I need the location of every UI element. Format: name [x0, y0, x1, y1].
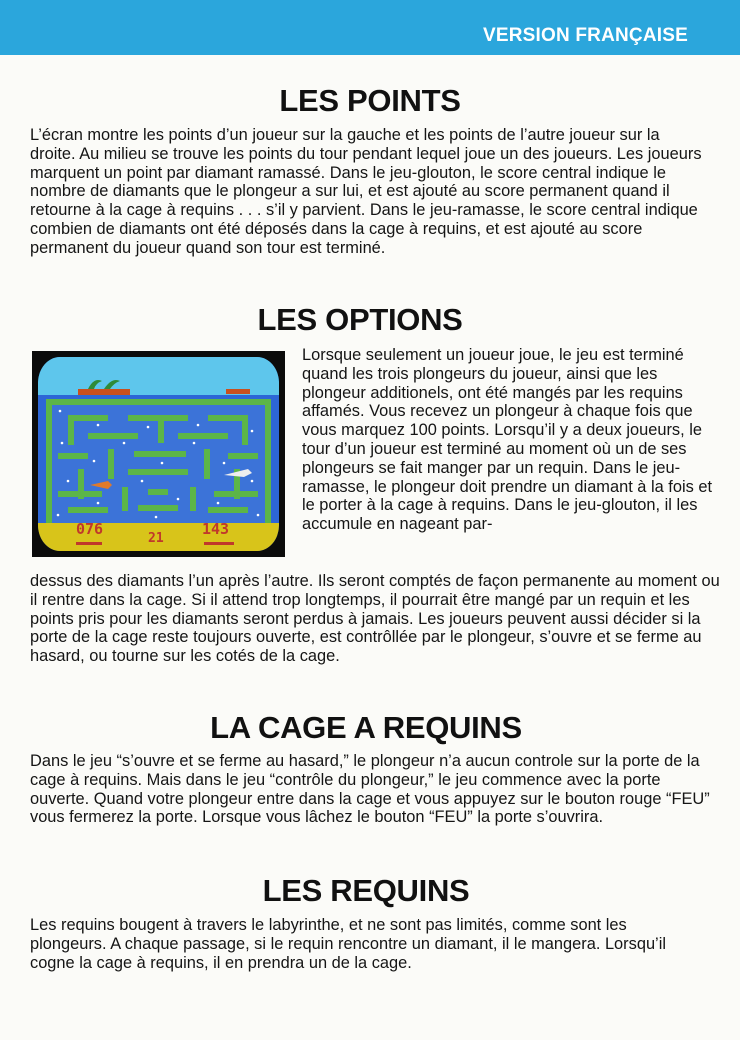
version-label: VERSION FRANÇAISE: [482, 25, 688, 46]
score-center: 21: [148, 531, 164, 546]
lives-marker-left: [76, 542, 102, 545]
requins-paragraph: Les requins bougent à travers le labyrinthe, et ne sont pas limités, comme sont les plongeurs. A chaque passage, si le requin rencontre un diamant, il le mangera. Lorsqu’il cogne la cage à requins, il en prendra un de la cage.: [30, 916, 666, 972]
section-title-cage: LA CAGE A REQUINS: [210, 710, 522, 745]
island-shape: [78, 389, 130, 395]
palm-tree-icon: [104, 380, 120, 389]
score-right: 143: [202, 520, 230, 538]
score-left: 076: [76, 520, 104, 538]
section-title-requins: LES REQUINS: [262, 873, 470, 908]
section-title-points: LES POINTS: [279, 83, 461, 118]
points-paragraph: L’écran montre les points d’un joueur sur la gauche et les points de l’autre joueur sur la droite. Au milieu se trouve les points du tour pendant lequel joue un des joueurs. Les joueurs marquent un point par diamant ramassé. Dans le jeu-glouton, le score central indique le nombre de diamants que le plongeur a sur lui, et est ajouté au score permanent quand il retourne à la cage à requins . . . s’il y parvient. Dans le jeu-ramasse, le score central indique combien de diamants ont été déposés dans la cage à requins, et est ajouté au score permanent du joueur quand son tour est terminé.: [30, 126, 702, 257]
lives-marker-right: [204, 542, 234, 545]
palm-tree-icon: [88, 380, 102, 389]
boat-icon: [226, 389, 250, 394]
options-paragraph-2: dessus des diamants l’un après l’autre. Ils seront comptés de façon permanente au moment ou il rentre dans la cage. Si il attend trop longtemps, il pourrait être mangé par un requin et les points pris pour les diamants seront perdus à jamais. Les joueurs peuvent aussi décider si la porte de la cage reste toujours ouverte, est contrôllée par le plongeur, s’ouvre et se ferme au hasard, ou tourne sur les cotés de la cage.: [30, 572, 720, 666]
header-banner: [0, 0, 740, 55]
section-title-options: LES OPTIONS: [257, 302, 463, 337]
cage-paragraph: Dans le jeu “s’ouvre et se ferme au hasard,” le plongeur n’a aucun controle sur la porte de la cage à requins. Mais dans le jeu “contrôle du plongeur,” le jeu commence avec la porte ouverte. Quand votre plongeur entre dans la cage et vous appuyez sur le bouton rouge “FEU” vous fermerez la porte. Lorsque vous lâchez le bouton “FEU” la porte s’ouvrira.: [30, 752, 710, 827]
options-paragraph-1: Lorsque seulement un joueur joue, le jeu est terminé quand les trois plongeurs du joueur, ainsi que les plongeur additionels, ont été mangés par les requins affamés. Vous recevez un plongeur à chaque fois que vous marquez 100 points. Lorsqu’il y a deux joueurs, le tour d’un joueur est terminé au moment où un de ses plongeurs se fait manger par un requin. Dans le jeu-ramasse, le plongeur doit prendre un diamant à la fois et le porter à la cage à requins. Dans le jeu-glouton, il les accumule en nageant par-: [302, 346, 713, 534]
game-screen: [38, 357, 279, 551]
game-screenshot: [32, 351, 285, 557]
game-scene: [38, 357, 279, 551]
